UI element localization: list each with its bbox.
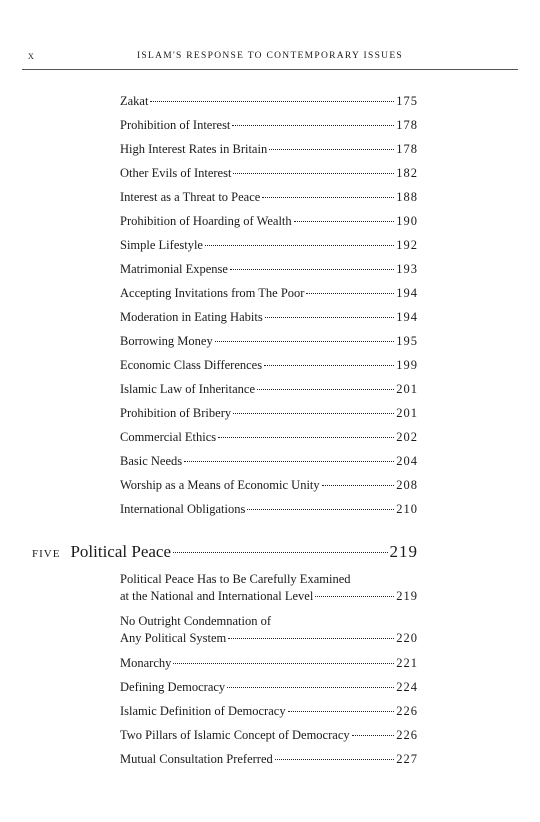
toc-entry-title: Monarchy — [120, 656, 172, 670]
dot-leader — [265, 317, 395, 318]
toc-entry-title: Two Pillars of Islamic Concept of Democracy — [120, 728, 350, 742]
toc-entry-line — [120, 751, 418, 768]
toc-entry-line — [120, 588, 418, 605]
toc-entry-line — [120, 357, 418, 374]
toc-entry-title: High Interest Rates in Britain — [120, 142, 268, 156]
dot-leader — [322, 485, 395, 486]
page-number: x — [28, 50, 35, 62]
toc-entry-line — [120, 679, 418, 696]
toc-entry — [120, 429, 418, 446]
toc-entry-page: 226 — [396, 704, 418, 718]
toc-entry-page: 221 — [396, 656, 418, 670]
toc-entry-line1: Political Peace Has to Be Carefully Examined — [120, 572, 351, 586]
toc-entry — [120, 655, 418, 672]
toc-entry — [120, 285, 418, 302]
toc-entry — [120, 727, 418, 744]
chapter-title: Political Peace — [70, 542, 172, 561]
page-header — [22, 48, 518, 68]
dot-leader — [233, 173, 394, 174]
toc-entry — [120, 453, 418, 470]
toc-entry-line — [120, 189, 418, 206]
toc-entry-page: 178 — [396, 118, 418, 132]
toc-entry — [120, 405, 418, 422]
toc-entry-line — [120, 501, 418, 518]
toc-entry-title: Zakat — [120, 94, 149, 108]
toc-entry-line — [120, 727, 418, 744]
dot-leader — [352, 735, 395, 736]
toc-entry-title: Matrimonial Expense — [120, 262, 228, 276]
dot-leader — [294, 221, 395, 222]
dot-leader — [232, 125, 394, 126]
toc-entry-title: Commercial Ethics — [120, 430, 217, 444]
toc-entry-line — [120, 309, 418, 326]
dot-leader — [315, 596, 394, 597]
toc-entry-page: 194 — [396, 310, 418, 324]
chapter-page: 219 — [389, 542, 418, 561]
dot-leader — [288, 711, 395, 712]
toc-entry — [120, 571, 418, 605]
toc-entry — [120, 141, 418, 158]
toc-entry-title: Prohibition of Bribery — [120, 406, 232, 420]
toc-entry-page: 192 — [396, 238, 418, 252]
toc-entry-line — [120, 477, 418, 494]
toc-entry — [120, 613, 418, 647]
toc-entry-title: Simple Lifestyle — [120, 238, 203, 252]
toc-entry-line — [120, 117, 418, 134]
toc-entry-line — [120, 405, 418, 422]
chapter-number: FIVE — [32, 548, 61, 560]
toc-entry-title: Basic Needs — [120, 454, 183, 468]
dot-leader — [257, 389, 394, 390]
dot-leader — [173, 663, 394, 664]
dot-leader — [227, 687, 394, 688]
dot-leader — [230, 269, 394, 270]
toc-entry — [120, 93, 418, 110]
toc-entry-page: 175 — [396, 94, 418, 108]
toc-entry-title: Any Political System — [120, 631, 227, 645]
toc-entry-line — [120, 141, 418, 158]
toc-entry-line — [120, 237, 418, 254]
dot-leader — [269, 149, 394, 150]
toc-entry — [120, 309, 418, 326]
toc-entry — [120, 381, 418, 398]
dot-leader — [233, 413, 394, 414]
toc-entry-page: 178 — [396, 142, 418, 156]
toc-entry — [120, 213, 418, 230]
toc-entry-title: Economic Class Differences — [120, 358, 263, 372]
toc-entry-title: Other Evils of Interest — [120, 166, 232, 180]
toc-entry-title: Islamic Definition of Democracy — [120, 704, 286, 718]
toc-entry-page: 199 — [396, 358, 418, 372]
toc-entry-page: 194 — [396, 286, 418, 300]
toc-entry-title: Defining Democracy — [120, 680, 226, 694]
toc-entry-line — [120, 261, 418, 278]
dot-leader — [275, 759, 395, 760]
toc-entry-page: 208 — [396, 478, 418, 492]
dot-leader — [215, 341, 395, 342]
toc-entry-page: 227 — [396, 752, 418, 766]
toc-entry-page: 201 — [396, 406, 418, 420]
toc-entry — [120, 477, 418, 494]
toc-entry-line — [120, 165, 418, 182]
toc-entry — [120, 189, 418, 206]
toc-entry-page: 202 — [396, 430, 418, 444]
toc-entry-title: Mutual Consultation Preferred — [120, 752, 273, 766]
toc-entry-page: 201 — [396, 382, 418, 396]
toc-entry-page: 193 — [396, 262, 418, 276]
toc-entry-title: at the National and International Level — [120, 589, 314, 603]
toc-entry-page: 204 — [396, 454, 418, 468]
header-rule — [22, 69, 518, 70]
toc-entry-title: Worship as a Means of Economic Unity — [120, 478, 320, 492]
toc-entry — [120, 703, 418, 720]
toc-entry — [120, 237, 418, 254]
dot-leader — [306, 293, 394, 294]
dot-leader — [228, 638, 394, 639]
toc-entry-title: Borrowing Money — [120, 334, 213, 348]
toc-entry-line — [120, 381, 418, 398]
toc-entry-title: Prohibition of Interest — [120, 118, 231, 132]
dot-leader — [150, 101, 394, 102]
toc-entry — [120, 501, 418, 518]
dot-leader — [173, 552, 387, 553]
dot-leader — [184, 461, 394, 462]
toc-entry-page: 195 — [396, 334, 418, 348]
toc-entry-page: 182 — [396, 166, 418, 180]
toc-entry-page: 219 — [396, 589, 418, 603]
toc-entry-line — [120, 213, 418, 230]
toc-entry-page: 190 — [396, 214, 418, 228]
toc-entry-title: Prohibition of Hoarding of Wealth — [120, 214, 292, 228]
toc-entry — [120, 751, 418, 768]
running-title: ISLAM'S RESPONSE TO CONTEMPORARY ISSUES — [136, 51, 404, 61]
chapter-line — [32, 541, 418, 565]
toc-entry-title: Islamic Law of Inheritance — [120, 382, 256, 396]
toc-entry-page: 226 — [396, 728, 418, 742]
toc-entry — [120, 117, 418, 134]
toc-entry-title: International Obligations — [120, 502, 246, 516]
toc-entry-page: 220 — [396, 631, 418, 645]
toc-entry-page: 224 — [396, 680, 418, 694]
toc-entry-line — [120, 285, 418, 302]
toc-entry-title: Moderation in Eating Habits — [120, 310, 263, 324]
toc-entry-line — [120, 453, 418, 470]
toc-entry-line1: No Outright Condemnation of — [120, 614, 272, 628]
toc-entry — [120, 165, 418, 182]
chapter-heading — [32, 541, 418, 565]
toc-entry-title: Accepting Invitations from The Poor — [120, 286, 305, 300]
dot-leader — [262, 197, 394, 198]
toc-entry — [120, 357, 418, 374]
dot-leader — [247, 509, 394, 510]
toc-entry-page: 210 — [396, 502, 418, 516]
toc-entry — [120, 679, 418, 696]
toc-entry — [120, 261, 418, 278]
toc-entry-line — [120, 429, 418, 446]
toc-entry-page: 188 — [396, 190, 418, 204]
toc-entry-line — [120, 655, 418, 672]
toc-entry-line — [120, 630, 418, 647]
toc-entry — [120, 333, 418, 350]
dot-leader — [218, 437, 394, 438]
toc-entry-line — [120, 333, 418, 350]
dot-leader — [205, 245, 394, 246]
toc-entry-line — [120, 93, 418, 110]
toc-entry-line — [120, 703, 418, 720]
toc-entry-title: Interest as a Threat to Peace — [120, 190, 261, 204]
dot-leader — [264, 365, 394, 366]
